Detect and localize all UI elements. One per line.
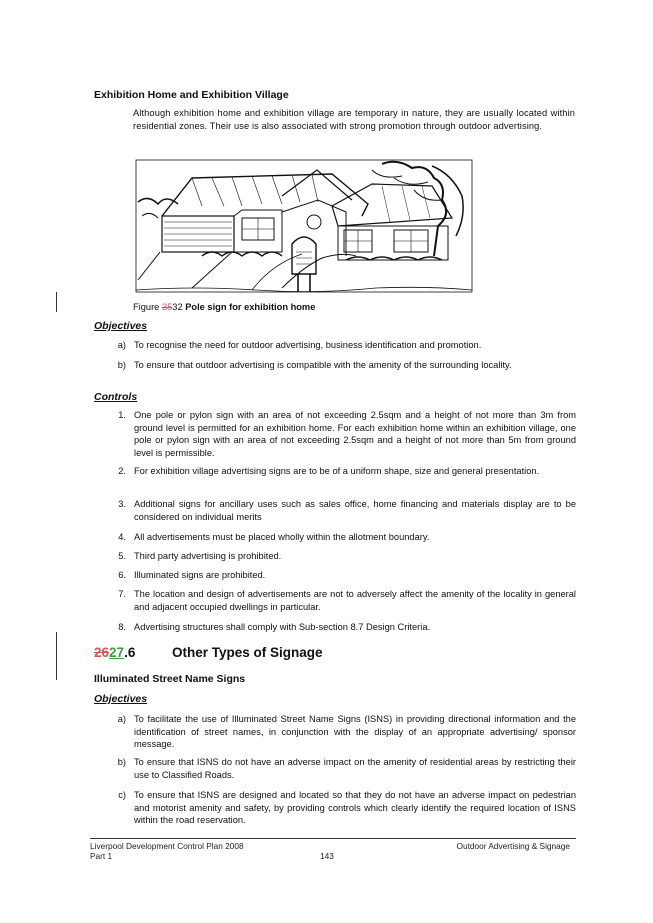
- house-sketch-image: [132, 156, 477, 296]
- figure-caption: [133, 302, 315, 312]
- item-text: To ensure that ISNS do not have an adverse impact on the amenity of residential areas by restricting their use to Classified Roads.: [134, 757, 576, 780]
- item-label: 4.: [118, 532, 126, 542]
- footer-document-title: Liverpool Development Control Plan 2008: [90, 841, 244, 851]
- item-text: To recognise the need for outdoor advertising, business identification and promotion.: [134, 340, 482, 350]
- item-text: To ensure that outdoor advertising is compatible with the amenity of the surrounding locality.: [134, 360, 512, 370]
- item-text: All advertisements must be placed wholly within the allotment boundary.: [134, 532, 430, 542]
- footer-rule: [90, 838, 576, 839]
- item-label: a): [117, 714, 126, 724]
- item-text: Third party advertising is prohibited.: [134, 551, 282, 561]
- subheading: Illuminated Street Name Signs: [94, 673, 246, 685]
- item-label: 1.: [118, 410, 126, 420]
- item-text: To facilitate the use of Illuminated Street Name Signs (ISNS) in providing directional information and the identification of street names, in conjunction with the display of an appropriate advertising/ sponsor message.: [134, 714, 576, 750]
- change-bar: [56, 292, 57, 312]
- item-label: 2.: [118, 466, 126, 476]
- section-number-deleted: 26: [94, 645, 110, 660]
- section-title: Other Types of Signage: [172, 645, 323, 660]
- item-label: b): [117, 757, 126, 767]
- item-text: The location and design of advertisements are not to adversely affect the amenity of the locality in general and adjacent occupied dwellings in particular.: [134, 589, 576, 612]
- intro-paragraph: Although exhibition home and exhibition village are temporary in nature, they are usually located within residential zones. Their use is also associated with strong promotion through outdoor advertising.: [133, 108, 575, 131]
- section-number: [94, 645, 135, 660]
- change-bar: [56, 632, 57, 680]
- controls-label: Controls: [94, 391, 138, 403]
- objectives-label: Objectives: [94, 320, 148, 332]
- item-label: 3.: [118, 499, 126, 509]
- item-label: 7.: [118, 589, 126, 599]
- section-heading: Exhibition Home and Exhibition Village: [94, 89, 289, 101]
- figure-number: 32: [172, 302, 183, 312]
- footer-left: [90, 841, 244, 861]
- item-label: 6.: [118, 570, 126, 580]
- objectives-label: Objectives: [94, 693, 148, 705]
- figure-number-deleted: 35: [161, 302, 173, 312]
- item-text: To ensure that ISNS are designed and located so that they do not have an adverse impact on pedestrian and motorist amenity and safety, by providing controls which clearly identify the required location of ISNS within the road reservation.: [134, 790, 576, 826]
- figure-prefix: Figure: [133, 302, 162, 312]
- exhibition-home-illustration: [132, 156, 477, 296]
- page-number: 143: [320, 851, 334, 861]
- item-text: Advertising structures shall comply with Sub-section 8.7 Design Criteria.: [134, 622, 431, 632]
- item-text: One pole or pylon sign with an area of not exceeding 2.5sqm and a height of not more than 3m from ground level is permitted for an exhibition home. For each exhibition home within an exhibition village, one pole or pylon sign with an area of not exceeding 2.5sqm and a height of not more than 5m from ground level is permissible.: [134, 410, 576, 458]
- item-label: 8.: [118, 622, 126, 632]
- figure-caption-text: Pole sign for exhibition home: [182, 302, 316, 312]
- item-label: a): [117, 340, 126, 350]
- item-label: b): [117, 360, 126, 370]
- footer-right: Outdoor Advertising & Signage: [456, 841, 570, 851]
- section-number-inserted: 27: [109, 645, 125, 660]
- item-label: 5.: [118, 551, 126, 561]
- footer-part: Part 1: [90, 851, 113, 861]
- item-text: Additional signs for ancillary uses such as sales office, home financing and materials display are to be considered on individual merits: [134, 499, 576, 522]
- item-text: Illuminated signs are prohibited.: [134, 570, 266, 580]
- item-text: For exhibition village advertising signs are to be of a uniform shape, size and general presentation.: [134, 466, 540, 476]
- item-label: c): [118, 790, 126, 800]
- section-number-suffix: .6: [124, 645, 136, 660]
